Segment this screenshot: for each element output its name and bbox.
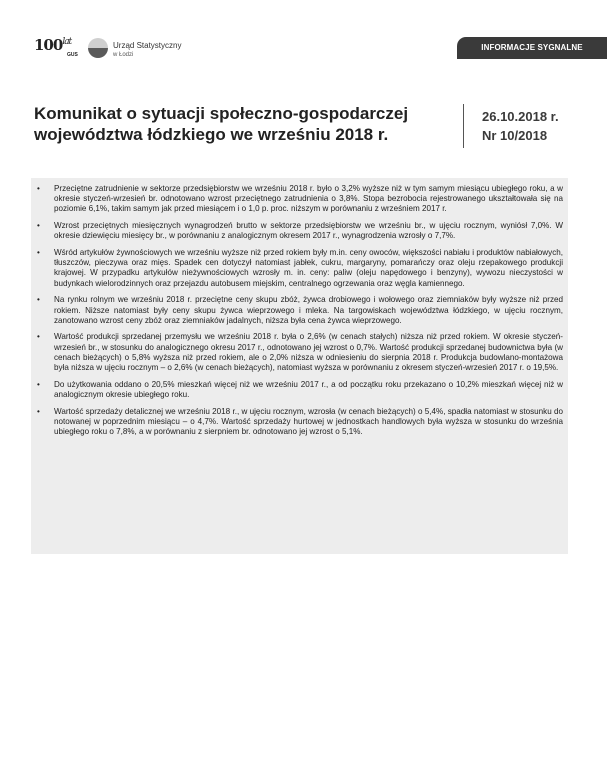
summary-item-text: Wśród artykułów żywnościowych we wrześniu wyższe niż przed rokiem były m.in. ceny owoców, większości nabiału i produktów nabiałowych, tłuszczów, pieczywa oraz mięs. Spadek cen dotyczył natomiast jabłek, cukru, margaryny, pomarańczy oraz oleju rzepakowego produkcji krajowej. W przypadku artykułów nieżywnościowych wzrosły m. in. ceny: paliw (oleju napędowego i benzyny), wywozu nieczystości w budynkach wielorodzinnych oraz przejazdu autobusem miejskim, centralnego ogrzewania oraz węgla kamiennego.: [54, 248, 563, 288]
issue-number: Nr 10/2018: [482, 128, 548, 143]
publication-type-tab: INFORMACJE SYGNALNE: [457, 37, 607, 59]
anniversary-logo: [34, 36, 78, 58]
bullet-icon: •: [37, 221, 40, 231]
summary-item: [31, 221, 563, 241]
bullet-icon: •: [37, 406, 40, 416]
office-emblem-icon: [88, 38, 108, 58]
summary-item: [31, 295, 563, 326]
summary-item-text: Wartość sprzedaży detalicznej we wrześniu 2018 r., w ujęciu rocznym, wzrosła (w cenach bieżących) o 5,4%, spadła natomiast w stosunku do notowanej w poprzednim miesiącu – o 4,7%. Wartość sprzedaży hurtowej w jednostkach handlowych była wyższa w stosunku do września ubiegłego roku o 7,8%, a w porównaniu z sierpniem br. odnotowano jej wzrost o 5,1%.: [54, 406, 563, 437]
office-name-line: Urząd Statystyczny: [113, 41, 182, 50]
publication-date: 26.10.2018 r.: [482, 109, 559, 124]
bullet-icon: •: [37, 184, 40, 193]
bullet-icon: •: [37, 295, 40, 305]
summary-item: [31, 332, 563, 373]
summary-item-text: Wzrost przeciętnych miesięcznych wynagrodzeń brutto w sektorze przedsiębiorstw we wrześniu br., w ujęciu rocznym, wyniósł 7,0%. W okresie dziewięciu miesięcy br., w porównaniu z analogicznym okresem 2017 r., wynagrodzenia wzrosły o 7,7%.: [54, 221, 563, 241]
office-city-line: w Łodzi: [113, 52, 134, 58]
summary-item-text: Na rynku rolnym we wrześniu 2018 r. przeciętne ceny skupu zbóż, żywca drobiowego i wołowego oraz ziemniaków były wyższe niż przed rokiem. Niższe natomiast były ceny skupu żywca wieprzowego i mleka. Na targowiskach województwa łódzkiego, w ujęciu rocznym, zanotowano wzrost ceny zbóż oraz ziemniaków jadalnych, niższa była cena żywca wieprzowego.: [54, 295, 563, 325]
summary-item: [31, 248, 563, 289]
logo-100-text: 100: [34, 36, 63, 54]
summary-item: [31, 184, 563, 215]
bullet-icon: •: [37, 379, 40, 389]
bullet-icon: •: [37, 332, 40, 342]
summary-item: [31, 407, 563, 438]
logo-gus-text: GUS: [67, 52, 78, 58]
summary-item-text: Wartość produkcji sprzedanej przemysłu we wrześniu 2018 r. była o 2,6% (w cenach stałych) niższa niż przed rokiem. W okresie styczeń-wrzesień br., w stosunku do analogicznego okresu 2017 r., odnotowano jej wzrost o 0,7%. Wartość produkcji sprzedanej budownictwa była (w cenach bieżących) o 5,8% wyższa niż przed rokiem, ale o 2,0% niższa w odniesieniu do sierpnia 2018 r. Produkcja budowlano-montażowa była niższa w ujęciu rocznym – o 2,6% (w cenach bieżących), natomiast wyższa w porównaniu z okresem styczeń-wrzesień 2017 r. o 19,5%.: [54, 332, 563, 373]
logo-lat-text: lat: [62, 37, 72, 47]
document-title: Komunikat o sytuacji społeczno-gospodarczej województwa łódzkiego we wrześniu 2018 r.: [34, 104, 409, 144]
summary-item-text: Przeciętne zatrudnienie w sektorze przedsiębiorstw we wrześniu 2018 r. było o 3,2% wyższe niż w tym samym miesiącu ubiegłego roku, a w okresie styczeń-wrzesień br. odnotowano wzrost przeciętnego zatrudnienia o 3,8%. Stopa bezrobocia rejestrowanego ukształtowała się na poziomie 6,1%, takim samym jak przed miesiącem i o 1,0 p. proc. niższym w porównaniu z wrześniem 2017 r.: [54, 184, 563, 214]
bullet-icon: •: [37, 248, 40, 258]
summary-item-text: Do użytkowania oddano o 20,5% mieszkań więcej niż we wrześniu 2017 r., a od początku roku przekazano o 10,2% mieszkań więcej niż w analogicznym okresie ubiegłego roku.: [54, 379, 563, 399]
office-name: [113, 41, 181, 59]
summary-item: [31, 380, 563, 400]
summary-list: [31, 184, 563, 444]
title-divider: [463, 104, 464, 148]
